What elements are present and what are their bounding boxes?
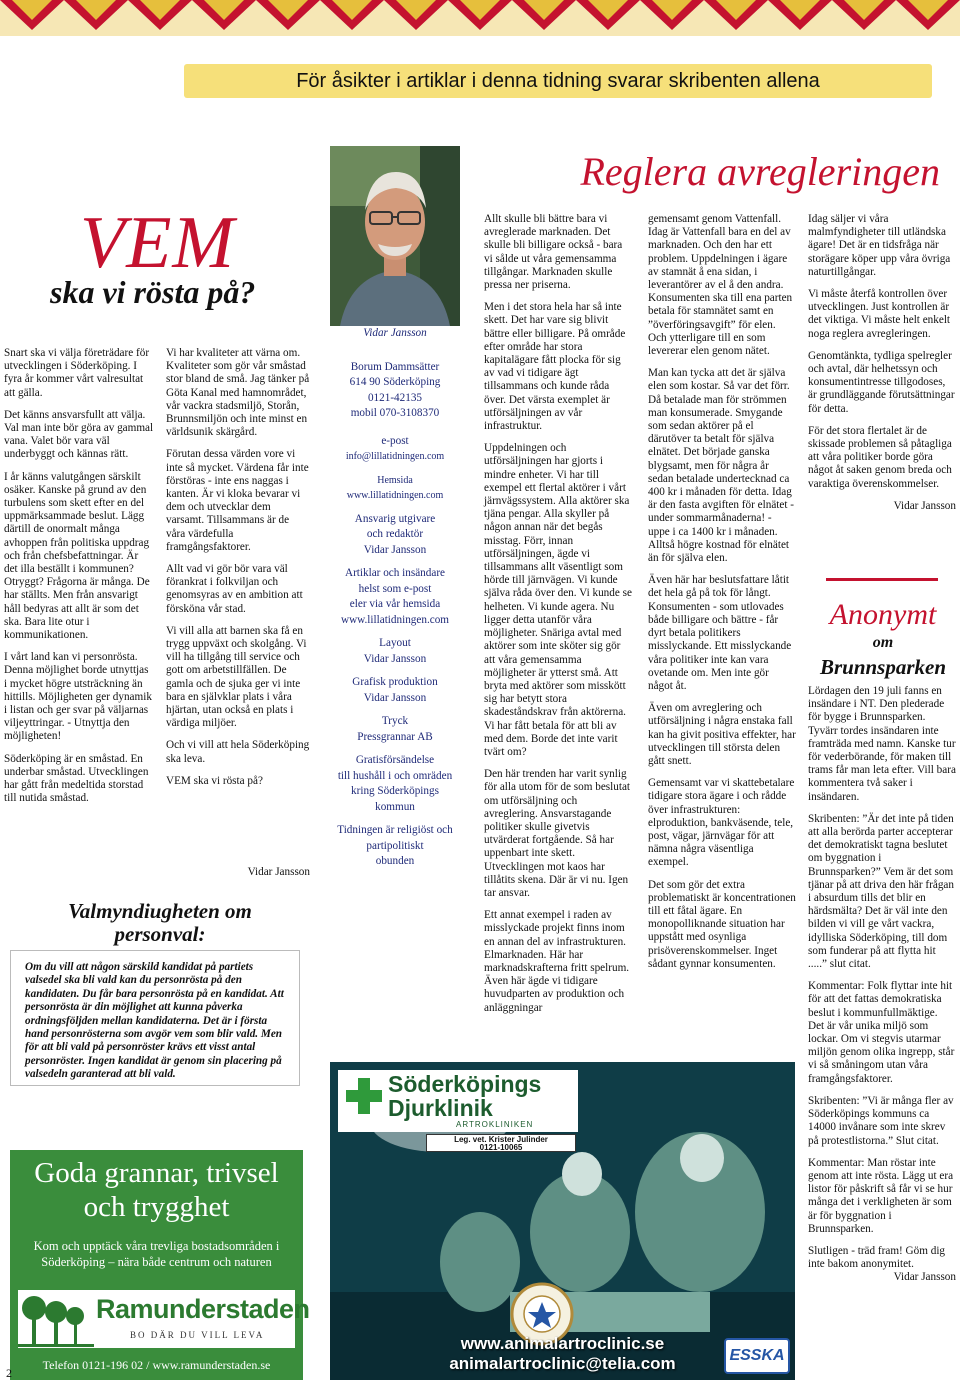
ad-heading: Goda grannar, trivsel och trygghet	[34, 1157, 279, 1223]
paragraph: Den här trenden har varit synlig för alla utom för de som beslutat om utförsäljning och avreglering. Ansvarstagande politiker skulle givetvis utvärderat fortgående. Så har uppenbart inte skett. Utvecklingen mot kaos har tillåtits skena. Där är vi nu. Igen tar ansvar.	[484, 768, 631, 899]
graphics-info	[330, 675, 460, 706]
role-line: Vidar Jansson	[363, 652, 427, 665]
vet-name: Leg. vet. Krister Julinder	[454, 1135, 548, 1144]
clinic-subtitle: ARTROKLINIKEN	[456, 1120, 534, 1129]
clinic-ad	[330, 1062, 795, 1380]
paragraph: Vi vill alla att barnen ska få en trygg uppväxt och skolgång. Vi vill ha tillgång till service och gott om arbetstillfällen. De gamla och de sjuka ger vi inte bara en självklar plats i våra hjärtan, utan också en plats i värdiga miljöer.	[166, 624, 307, 730]
layout-info	[330, 636, 460, 667]
address-line: 614 90 Söderköping	[349, 376, 441, 388]
clinic-name-line: Söderköpings	[388, 1071, 542, 1097]
anonymt-signature: Vidar Jansson	[893, 1271, 956, 1284]
email-link[interactable]: info@lillatidningen.com	[345, 451, 445, 462]
submissions-info	[330, 566, 460, 628]
paragraph: Uppdelningen och utförsäljningen har gjorts i mindre enheter. Vi har till exempel ett flertal aktörer i vårt järnvägssystem. Alla aktörer ska tjäna pengar. Alla skyller på någon annan när det begås misstag. Förr, innan utförsäljningen, ägde vi tillsammans allt väsentligt som hörde till järnvägen. Vi kunde själva råda över den. Vi kunde se helheten. Vi kunde agera. Nu ligger detta utanför våra möjligheter. Snäriga avtal med aktörer som inte sköter sig gör att våra gemensamma möjligheter är ytterst små. Att bryta med aktörer som misskött sig har betytt stora skadeståndskrav från aktörerna. Vi har fått betala för att bli av med dem. Borde det inte varit tvärt om?	[484, 442, 632, 758]
clinic-website-link[interactable]: www.animalartroclinic.se	[460, 1334, 665, 1353]
publisher-info	[330, 512, 460, 559]
paragraph: Slutligen - träd fram! Göm dig inte bakom anonymitet.	[808, 1244, 946, 1271]
paragraph: Kommentar: Folk flyttar inte hit för att det fattas demokratiska beslut i kommunfullmäktige. Det är vår unika miljö som lockar. Om vi stegvis utarmar miljön genom olika ingrepp, står vi så småningom utan våra framgångsfaktorer.	[808, 980, 955, 1085]
paragraph: Gemensamt var vi skattebetalare tidigare stora ägare i och rådde över infrastrukturen: elproduktion, bankväsende, tele, post, vägar, järnvägar för att nämna några väsentliga exempel.	[648, 777, 795, 869]
paragraph: Genomtänkta, tydliga spelregler och avtal, där helhetssyn och konsumentintresse tillgodoses, är grundläggande förutsättningar för detta.	[808, 349, 955, 415]
anonymt-om: om	[872, 634, 894, 651]
photo-caption: Vidar Jansson	[363, 327, 427, 339]
paragraph: Även om avreglering och utförsäljning i några enstaka fall kan ha givit positiva effekter, har utvecklingen till största delen gått snett.	[648, 702, 796, 767]
role-line: kommun	[375, 800, 415, 813]
anonymt-place: Brunnsparken	[819, 655, 947, 679]
paragraph: För det stora flertalet är de skissade problemen så påtagliga att våra politiker borde göra något åt saken genom breda och varaktiga överenskommelser.	[808, 424, 952, 490]
submission-link[interactable]: www.lillatidningen.com	[340, 613, 450, 626]
ramunderstaden-brand: Ramunderstaden	[96, 1294, 310, 1324]
website-link[interactable]: www.lillatidningen.com	[346, 490, 444, 501]
paragraph: Söderköping är en småstad. En underbar småstad. Utvecklingen har gått från medeltida storstad till nutida småstad.	[4, 752, 149, 805]
left-article-kicker: VEM	[80, 202, 236, 284]
clinic-name	[388, 1072, 541, 1120]
ad-contact: Telefon 0121-196 02 / www.ramunderstaden.se	[42, 1358, 271, 1372]
print-info	[330, 714, 460, 745]
website-label: Hemsida	[377, 474, 413, 486]
left-article-title: ska vi rösta på?	[50, 274, 256, 310]
paragraph: gemensamt genom Vattenfall. Idag är Vattenfall bara en del av marknaden. Och den har ett problem. Uppdelningen i ägare av stamnät å ena sidan, i leverantörer av el å den andra. Konsumenten ska till ena parten betala för stamnätet samt en ”överföringsavgift” för elen. Och ytterligare till en som levererar elen genom nätet.	[648, 213, 793, 358]
left-article-column-2	[166, 347, 310, 797]
role-line: Artiklar och insändare	[344, 567, 446, 579]
paragraph: Snart ska vi välja företrädare för utvecklingen i Söderköping. I fyra år kommer vårt valresultat att gälla.	[4, 347, 150, 399]
paragraph: Och vi vill att hela Söderköping ska leva.	[166, 739, 310, 765]
main-headline: Reglera avregleringen	[580, 149, 940, 194]
paragraph: Kommentar: Man röstar inte genom att inte rösta. Lägg ut era listor för påskrift så får vi se hur många det i verkligheten är som är för byggnation i Brunnsparken.	[808, 1156, 954, 1235]
role-line: Layout	[379, 637, 411, 649]
page-number: 2	[6, 1366, 12, 1380]
role-line: till hushåll i och omräden kring Söderköpings	[337, 769, 453, 797]
role-line: Vidar Jansson	[363, 691, 427, 704]
role-line: Vidar Jansson	[363, 543, 427, 556]
role-line: obunden	[375, 855, 415, 867]
tree-icon	[18, 1290, 94, 1348]
contact-column	[330, 326, 460, 878]
clinic-logo	[338, 1070, 578, 1132]
paragraph: Allt vad vi gör bör vara väl förankrat i folkviljan och genomsyras av en ambition att försköna vår stad.	[166, 563, 303, 615]
paragraph: Skribenten: ”Är det inte på tiden att alla berörda parter accepterar det demokratiskt tagna beslutet om byggnation i Brunnsparken?” Vem är det som tjänar på att driva den här frågan i absurdum tills det blir en härdsmälta? Det är väl inte den bilden vi vill ge vårt vackra, idylliska Söderköping, till dom som funderar på att flytta hit .....” slut citat.	[808, 812, 954, 971]
distribution-info	[330, 753, 460, 815]
paragraph: Förutan dessa värden vore vi inte så mycket. Värdena får inte förstöras - inte ens naggas i kanten. Är vi kloka bevarar vi dem och utvecklar dem varsamt. Tillsammans är de våra värdefulla framgångsfaktorer.	[166, 448, 309, 553]
clinic-email-link[interactable]: animalartroclinic@telia.com	[449, 1354, 676, 1373]
author-portrait	[330, 146, 460, 326]
paragraph: Även här har beslutsfattare låtit det hela gå på tok för långt. Konsumenten - som utlovades både billigare och bättre - får dyrt betala politikers misslyckande. Ett misslyckande våra politiker inte kan vara ovetande om. Men inte gör något åt.	[648, 574, 792, 692]
paragraph: Ett annat exempel i raden av misslyckade projekt finns inom en annan del av infrastrukturen. Elmarknaden. Här har marknadskrafterna fritt spelrum. Även här ägde vi tidigare huvudparten av produktion och anläggningar	[484, 909, 630, 1014]
paragraph: Idag säljer vi våra malmfyndigheter till utländska ägare! Det är en tidsfråga när storägare köper upp våra övriga naturtillgångar.	[808, 213, 951, 278]
role-line: Tryck	[381, 715, 409, 727]
phone-number: 0121-42135	[367, 391, 423, 404]
paragraph: Det som gör det extra problematiskt är koncentrationen till ett fåtal ägare. En monopolliknande situation har uppstått med osynliga prisöverenskommelser. Inget sådant gynnar konsumenten.	[648, 878, 796, 970]
decorative-top-banner	[0, 0, 960, 36]
clinic-vet-info	[426, 1134, 576, 1152]
anonymt-column	[808, 685, 956, 1294]
role-line: Ansvarig utgivare	[354, 512, 436, 525]
paragraph: Men i det stora hela har så inte skett. Det har vare sig blivit bättre eller billigare. På område efter område har stora kapitalägare fått plocka för sig av vad vi tidigare ägt tillsammans och kunde råda över. Det värsta exemplet är utförsäljningen av vår infrastruktur.	[484, 301, 626, 433]
paragraph: Allt skulle bli bättre bara vi avreglerade marknaden. Det skulle bli billigare också - bara vi sålde ut våra gemensamma tillgångar. Marknaden skulle pressa ner priserna.	[484, 213, 623, 292]
independence-info	[330, 823, 460, 870]
left-article-signature: Vidar Jansson	[247, 866, 310, 878]
valmyndigheten-box	[10, 950, 300, 1086]
paragraph: Skribenten: ”Vi är många fler av Söderköpings kommuns ca 14000 invånare som inte skrev på protestlistorna.” Slut citat.	[808, 1094, 954, 1147]
disclaimer-banner: För åsikter i artiklar i denna tidning svarar skribenten allena	[184, 64, 932, 98]
ramunderstaden-tagline: BO DÄR DU VILL LEVA	[130, 1330, 265, 1340]
vet-phone: 0121-10065	[479, 1143, 523, 1152]
paragraph: Vi har kvaliteter att värna om. Kvaliteter som gör vår småstad stor bland de små. Jag tänker på Göta Kanal med hamnområdet, vår vackra stadsmiljö, Storån, Brunnsmiljön och inte minst en världsunik skärgård.	[166, 347, 310, 439]
main-article-signature: Vidar Jansson	[893, 499, 956, 512]
email-label: e-post	[381, 434, 409, 447]
paragraph: Lördagen den 19 juli fanns en insändare i NT. Den plederade för bygge i Brunnsparken. Tyvärr tordes insändaren inte framträda med namn. Kanske tur för vederbörande, för maken till trams får man leta efter. Vill bara kommentera två saker i insändaren.	[808, 685, 956, 803]
valmyndigheten-title: Valmyndiugheten om personval:	[68, 899, 252, 946]
clinic-name-line: Djurklinik	[388, 1095, 493, 1121]
section-divider	[826, 578, 938, 581]
paragraph: Man kan tycka att det är själva elen som kostar. Så var det förr. Då betalade man för strömmen man konsumerade. Smygande som sedan aktörer på el därutöver ta betalt för själva elnätet. Det började ganska blygsamt, men för några år sedan betalade undertecknad ca 400 kr i månaden för detta. Idag är den fasta avgiften för elnätet - under sommarmånaderna! - uppe i ca 1400 kr i månaden. Alltså högre kostnad för elnätet än för själva elen.	[648, 367, 794, 565]
esska-logo: ESSKA	[724, 1338, 790, 1374]
role-line: Grafisk produktion	[352, 676, 438, 688]
left-article-column-1	[4, 347, 154, 815]
contact-address	[330, 360, 460, 422]
ramunderstaden-logo	[18, 1290, 310, 1348]
paragraph: I år känns valutgången särskilt osäker. Kanske på grund av den turbulens som skett efter en del uppmärksammade beslut. Lägg därtill de onormalt många avhoppen från politiska uppdrag och från chefsbefattningar. Är det illa beställt i kommunen? Otryggt? Frågorna är många. De har ställts. Men från ansvarigt håll bedyras att allt är som det ska. Bara lite otur i kommunikationen.	[4, 470, 150, 642]
role-line: Gratisförsändelse	[355, 754, 435, 766]
role-line: eler via vår hemsida	[349, 598, 441, 610]
mobile-number: mobil 070-3108370	[350, 407, 440, 419]
paragraph: Vi måste återfå kontrollen över utvecklingen. Just kontrollen är det viktiga. Vi måste helt enkelt noga reglera avregleringen.	[808, 288, 951, 340]
valmyndigheten-text: Om du vill att någon särskild kandidat på partiets valsedel ska bli vald kan du personrösta på den kandidaten. Du får bara personrösta på en kandidat. Att personrösta är din möjlighet att kunna påverka ordningsföljden mellan kandidaterna. Det är i första hand personrösterna som avgör vem som blir vald. Men för att bli vald på personröster krävs ett visst antal personröster. Ingen kandidat är genom sin placering på valsedeln garanterad att bli vald.	[25, 961, 284, 1081]
main-article-column-2	[648, 213, 796, 980]
address-line: Borum Dammsätter	[350, 360, 440, 373]
main-article-column-3	[808, 213, 956, 522]
role-line: Pressgrannar AB	[357, 730, 433, 743]
paragraph: I vårt land kan vi personrösta. Denna möjlighet borde utnyttjas i mycket högre utsträckning än hittills. Möjligheten ger dynamik i listan och ger svar på väljarnas viljeyttringar. - Utnyttja den möjligheten!	[4, 651, 152, 743]
role-line: och redaktör	[366, 528, 424, 540]
anonymt-title: Anonymt	[829, 598, 937, 631]
paragraph: VEM ska vi rösta på?	[166, 774, 263, 787]
ad-subheading: Kom och upptäck våra trevliga bostadsområden i Söderköping – nära både centrum och naturen	[33, 1239, 280, 1269]
ramunderstaden-ad	[10, 1150, 310, 1380]
paragraph: Det känns ansvarsfullt att välja. Val man inte bör göra av gammal vana. Valet bör vara väl underbyggt och kännas rätt.	[4, 408, 154, 461]
role-line: Tidningen är religiöst och partipolitiskt	[337, 824, 453, 852]
role-line: helst som e-post	[358, 582, 432, 595]
main-article-column-1	[484, 213, 632, 1024]
